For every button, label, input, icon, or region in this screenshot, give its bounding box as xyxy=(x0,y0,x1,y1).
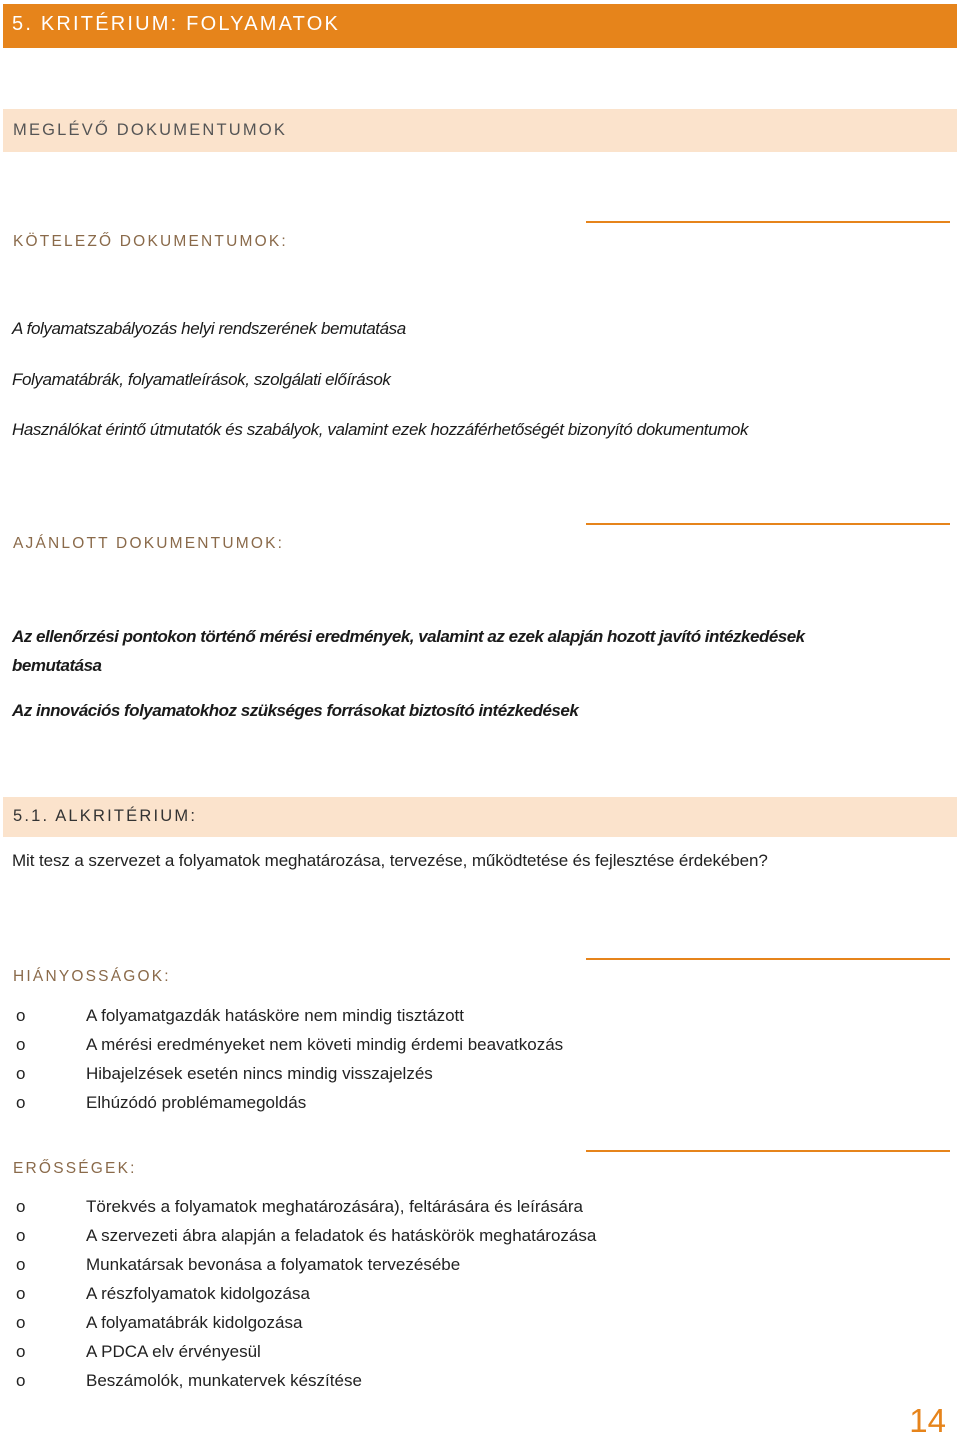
bullet-icon: o xyxy=(16,1064,26,1083)
strength-item: A folyamatábrák kidolgozása xyxy=(86,1313,303,1332)
weakness-item: A folyamatgazdák hatásköre nem mindig tisztázott xyxy=(86,1006,464,1025)
list-item xyxy=(0,1284,960,1306)
list-item xyxy=(0,1313,960,1335)
page-number: 14 xyxy=(909,1402,946,1439)
strength-item: A részfolyamatok kidolgozása xyxy=(86,1284,310,1303)
mandatory-documents-label: KÖTELEZŐ DOKUMENTUMOK: xyxy=(13,233,288,250)
subcriterion-question: Mit tesz a szervezet a folyamatok meghatározása, tervezése, működtetése és fejlesztése érdekében? xyxy=(12,851,768,870)
list-item xyxy=(0,1093,960,1115)
mandatory-item: Folyamatábrák, folyamatleírások, szolgálati előírások xyxy=(12,370,391,389)
mandatory-item: A folyamatszabályozás helyi rendszerének bemutatása xyxy=(12,319,406,338)
recommended-item: Az ellenőrzési pontokon történő mérési eredmények, valamint az ezek alapján hozott javító intézkedések bemutatása xyxy=(12,627,805,675)
list-item xyxy=(0,1035,960,1057)
bullet-icon: o xyxy=(16,1093,26,1112)
section-divider xyxy=(586,958,950,960)
section-divider xyxy=(586,1150,950,1152)
list-item xyxy=(0,1255,960,1277)
weakness-item: Elhúzódó problémamegoldás xyxy=(86,1093,307,1112)
list-item xyxy=(0,1371,960,1393)
list-item xyxy=(0,1006,960,1028)
bullet-icon: o xyxy=(16,1006,26,1025)
bullet-icon: o xyxy=(16,1284,26,1303)
recommended-documents-label: AJÁNLOTT DOKUMENTUMOK: xyxy=(13,535,285,552)
weaknesses-label: HIÁNYOSSÁGOK: xyxy=(13,968,171,985)
strength-item: Munkatársak bevonása a folyamatok tervezésébe xyxy=(86,1255,461,1274)
weakness-item: A mérési eredményeket nem követi mindig érdemi beavatkozás xyxy=(86,1035,564,1054)
bullet-icon: o xyxy=(16,1255,26,1274)
list-item xyxy=(0,1064,960,1086)
strength-item: Beszámolók, munkatervek készítése xyxy=(86,1371,362,1390)
section-divider xyxy=(586,523,950,525)
recommended-item: Az innovációs folyamatokhoz szükséges forrásokat biztosító intézkedések xyxy=(12,701,579,720)
weakness-item: Hibajelzések esetén nincs mindig visszajelzés xyxy=(86,1064,433,1083)
existing-documents-title: MEGLÉVŐ DOKUMENTUMOK xyxy=(13,121,288,139)
mandatory-item: Használókat érintő útmutatók és szabályok, valamint ezek hozzáférhetőségét bizonyító dokumentumok xyxy=(12,420,749,439)
bullet-icon: o xyxy=(16,1197,26,1216)
bullet-icon: o xyxy=(16,1035,26,1054)
list-item xyxy=(0,1197,960,1219)
bullet-icon: o xyxy=(16,1226,26,1245)
criterion-title: 5. KRITÉRIUM: FOLYAMATOK xyxy=(12,13,341,35)
bullet-icon: o xyxy=(16,1371,26,1390)
list-item xyxy=(0,1226,960,1248)
strength-item: A PDCA elv érvényesül xyxy=(86,1342,261,1361)
bullet-icon: o xyxy=(16,1313,26,1332)
bullet-icon: o xyxy=(16,1342,26,1361)
strength-item: Törekvés a folyamatok meghatározására), feltárására és leírására xyxy=(86,1197,584,1216)
section-divider xyxy=(586,221,950,223)
strength-item: A szervezeti ábra alapján a feladatok és hatáskörök meghatározása xyxy=(86,1226,597,1245)
list-item xyxy=(0,1342,960,1364)
strengths-label: ERŐSSÉGEK: xyxy=(13,1160,137,1177)
subcriterion-title: 5.1. ALKRITÉRIUM: xyxy=(13,807,198,825)
